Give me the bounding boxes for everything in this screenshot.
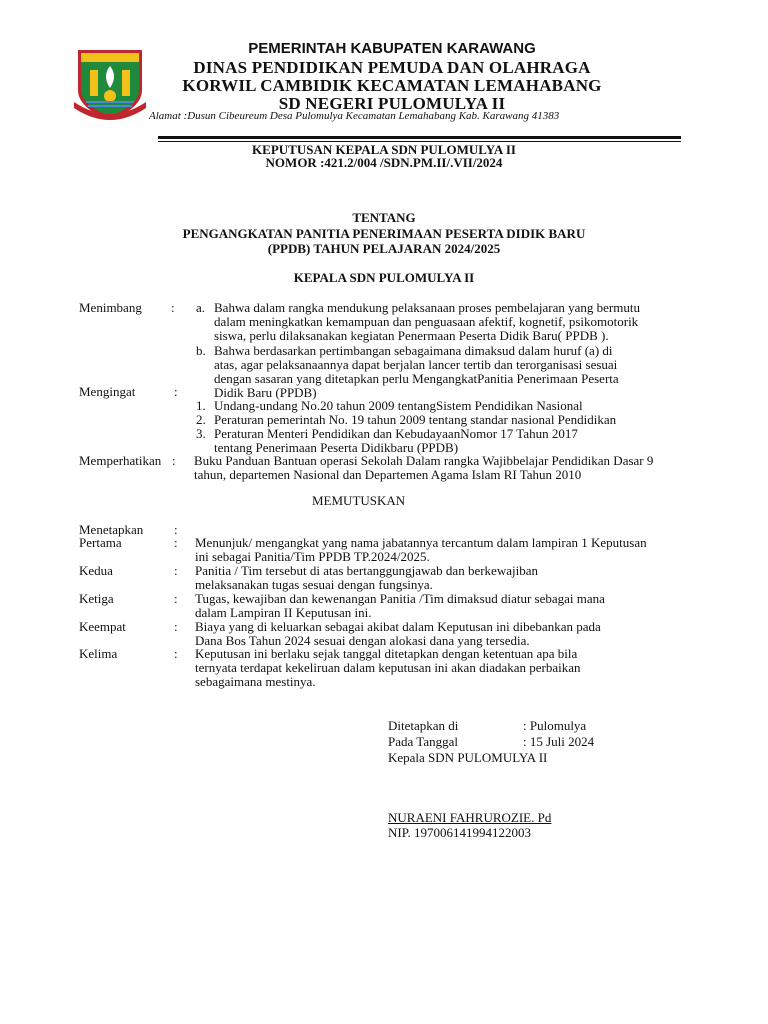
signatory-nip: NIP. 197006141994122003: [388, 825, 532, 840]
signature-date-label: Pada Tanggal: [388, 734, 458, 749]
mengingat-item-text: Peraturan pemerintah No. 19 tahun 2009 tentang standar nasional Pendidikan: [214, 412, 617, 427]
text-line: Tugas, kewajiban dan kewenangan Panitia /Tim dimaksud diatur sebagai mana: [195, 591, 605, 606]
letterhead-divider-thick: [158, 136, 681, 139]
letterhead-address: Alamat :Dusun Cibeureum Desa Pulomulya Kecamatan Lemahabang Kab. Karawang 41383: [149, 110, 560, 122]
menetapkan-label: Menetapkan: [79, 522, 144, 537]
text-line: ini sebagai Panitia/Tim PPDB TP.2024/2025.: [195, 549, 430, 564]
menimbang-a-marker: a.: [196, 300, 206, 315]
menimbang-colon: :: [171, 300, 175, 315]
menimbang-b-marker: b.: [196, 343, 206, 358]
signatory-name: NURAENI FAHRUROZIE. Pd: [388, 810, 552, 825]
menetapkan-colon: :: [174, 522, 178, 537]
mengingat-colon: :: [174, 384, 178, 399]
decree-title: KEPUTUSAN KEPALA SDN PULOMULYA II: [252, 142, 516, 157]
mengingat-item-marker: 3.: [196, 426, 206, 441]
decree-tentang: TENTANG: [352, 210, 416, 225]
letterhead-school: SD NEGERI PULOMULYA II: [278, 94, 506, 113]
text-line: siswa, perlu dilaksanakan kegiatan Penermaan Peserta Didik Baru( PPDB ).: [214, 328, 609, 343]
text-line: dalam Lampiran II Keputusan ini.: [195, 605, 372, 620]
letterhead-government: PEMERINTAH KABUPATEN KARAWANG: [248, 40, 536, 57]
text-line: dengan sasaran yang ditetapkan perlu MengangkatPanitia Penerimaan Peserta: [214, 371, 619, 386]
keempat-colon: :: [174, 619, 178, 634]
pertama-label: Pertama: [79, 535, 122, 550]
kedua-text: [195, 564, 538, 592]
decree-subject-line2: (PPDB) TAHUN PELAJARAN 2024/2025: [267, 241, 501, 256]
text-line: Bahwa dalam rangka mendukung pelaksanaan proses pembelajaran yang bermutu: [214, 300, 640, 315]
kedua-colon: :: [174, 563, 178, 578]
text-line: melaksanakan tugas sesuai dengan fungsinya.: [195, 577, 433, 592]
ketiga-label: Ketiga: [79, 591, 114, 606]
decree-subject-line1: PENGANGKATAN PANITIA PENERIMAAN PESERTA DIDIK BARU: [182, 226, 586, 241]
memperhatikan-label: Memperhatikan: [79, 453, 162, 468]
text-line: Didik Baru (PPDB): [214, 385, 317, 400]
pertama-colon: :: [174, 535, 178, 550]
signature-place-label: Ditetapkan di: [388, 718, 459, 733]
signature-place-value: : Pulomulya: [523, 718, 587, 733]
text-line: tahun, departemen Nasional dan Departemen Agama Islam RI Tahun 2010: [194, 467, 582, 482]
mengingat-item-text: [214, 427, 578, 455]
signature-role: Kepala SDN PULOMULYA II: [388, 750, 548, 765]
letterhead-district: KORWIL CAMBIDIK KECAMATAN LEMAHABANG: [182, 76, 602, 95]
text-line: Buku Panduan Bantuan operasi Sekolah Dalam rangka Wajibbelajar Pendidikan Dasar 9: [194, 453, 654, 468]
text-line: ternyata terdapat kekeliruan dalam keputusan ini akan diadakan perbaikan: [195, 660, 581, 675]
text-line: Keputusan ini berlaku sejak tanggal ditetapkan dengan ketentuan apa bila: [195, 646, 578, 661]
keempat-text: [195, 620, 601, 648]
menimbang-b-text: [214, 344, 619, 400]
text-line: Bahwa berdasarkan pertimbangan sebagaimana dimaksud dalam huruf (a) di: [214, 343, 613, 358]
kelima-colon: :: [174, 646, 178, 661]
text-line: Biaya yang di keluarkan sebagai akibat dalam Keputusan ini dibebankan pada: [195, 619, 601, 634]
mengingat-item-marker: 2.: [196, 412, 206, 427]
text-line: Panitia / Tim tersebut di atas bertanggungjawab dan berkewajiban: [195, 563, 538, 578]
kedua-label: Kedua: [79, 563, 113, 578]
mengingat-item-marker: 1.: [196, 398, 206, 413]
letterhead-department: DINAS PENDIDIKAN PEMUDA DAN OLAHRAGA: [193, 58, 591, 77]
memperhatikan-text: [194, 454, 653, 482]
kelima-text: [195, 647, 581, 689]
memperhatikan-colon: :: [172, 453, 176, 468]
menimbang-a-text: [214, 301, 640, 343]
memutuskan-heading: MEMUTUSKAN: [312, 493, 406, 508]
text-line: tentang Penerimaan Peserta Didikbaru (PPDB): [214, 440, 459, 455]
kelima-label: Kelima: [79, 646, 118, 661]
text-line: Dana Bos Tahun 2024 sesuai dengan alokasi dana yang tersedia.: [195, 633, 530, 648]
text-line: dalam meningkatkan kemampuan dan penguasaan afektif, kognetif, psikomotorik: [214, 314, 639, 329]
text-line: atas, agar pelaksanaannya dapat berjalan lancer tertib dan terorganisasi sesuai: [214, 357, 618, 372]
mengingat-label: Mengingat: [79, 384, 136, 399]
signature-date-value: : 15 Juli 2024: [523, 734, 595, 749]
keempat-label: Keempat: [79, 619, 126, 634]
text-line: Menunjuk/ mengangkat yang nama jabatannya tercantum dalam lampiran 1 Keputusan: [195, 535, 647, 550]
menimbang-label: Menimbang: [79, 300, 142, 315]
ketiga-text: [195, 592, 605, 620]
text-line: Peraturan Menteri Pendidikan dan KebudayaanNomor 17 Tahun 2017: [214, 426, 578, 441]
decree-issuer: KEPALA SDN PULOMULYA II: [293, 270, 475, 285]
mengingat-item-text: Undang-undang No.20 tahun 2009 tentangSistem Pendidikan Nasional: [214, 398, 583, 413]
pertama-text: [195, 536, 647, 564]
ketiga-colon: :: [174, 591, 178, 606]
text-line: sebagaimana mestinya.: [195, 674, 316, 689]
decree-number: NOMOR :421.2/004 /SDN.PM.II/.VII/2024: [265, 155, 503, 170]
